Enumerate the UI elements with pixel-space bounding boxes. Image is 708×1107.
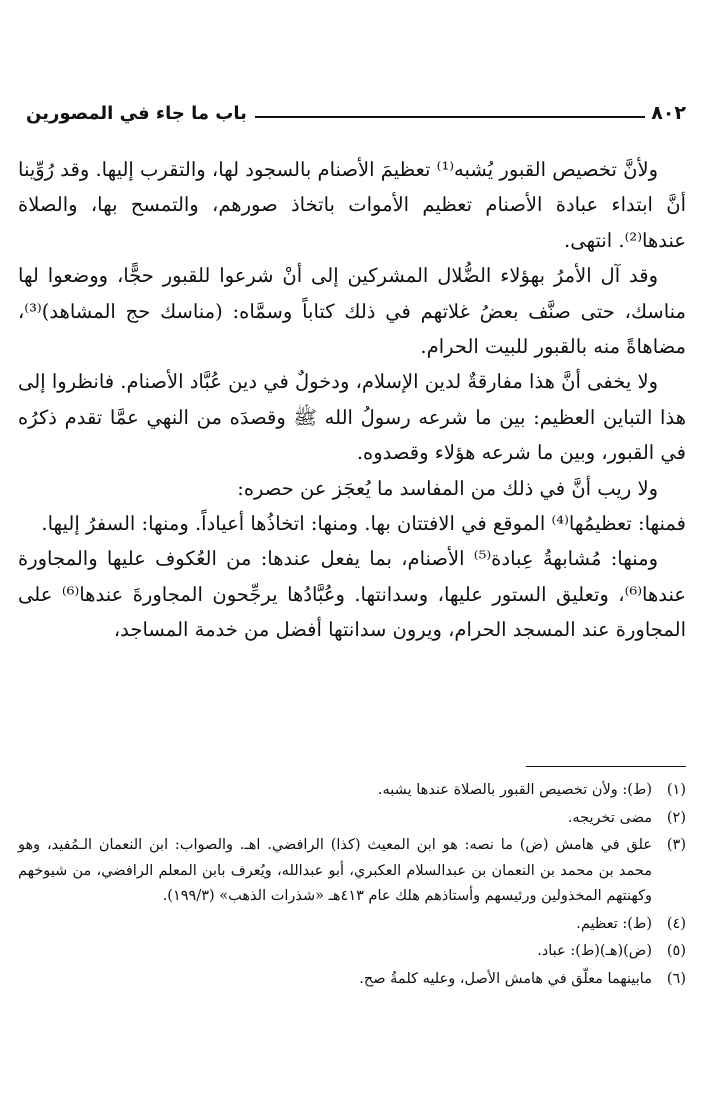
footnote <box>18 912 686 938</box>
footnotes <box>18 778 686 994</box>
chapter-title: باب ما جاء في المصورين <box>26 103 247 124</box>
footnote-text: مضى تخريجه. <box>567 809 652 826</box>
footnote-number: (٢) <box>666 809 686 826</box>
paragraph: ومنها: مُشابهةُ عِبادة⁽⁵⁾ الأصنام، بما يفعل عندها: من العُكوف عليها والمجاورة عندها⁽⁶⁾، وتعليق الستور عليها، وسدانتها. وعُبَّادُها يرجِّحون المجاورةَ عندها⁽⁶⁾ على المجاورة عند المسجد الحرام، ويرون سدانتها أفضل من خدمة المساجد، <box>18 547 686 642</box>
footnote-number: (٣) <box>666 837 686 853</box>
footnote-separator <box>526 766 686 767</box>
footnote-text: علق في هامش (ض) ما نصه: هو ابن المعيث (كذا) الرافضي. اهـ. والصواب: ابن النعمان الـمُفيد، وهو محمد بن محمد بن النعمان بن عبدالسلام العكبري، أبو عبدالله، ويُعرف بابن المعلم الرافضي، من شيوخهم وكهنتهم المخذولين ورئيسهم وأستاذهم هلك عام ٤١٣هـ «شذرات الذهب» (١٩٩/٣). <box>18 837 652 904</box>
footnote-text: (ط): تعظيم. <box>576 915 652 932</box>
footnote-number: (٤) <box>666 915 686 932</box>
paragraph: ولا ريب أنَّ في ذلك من المفاسد ما يُعجَز عن حصره: <box>237 476 658 500</box>
footnote <box>18 778 686 804</box>
paragraph: ولا يخفى أنَّ هذا مفارقةٌ لدين الإسلام، ودخولٌ في دين عُبَّاد الأصنام. فانظروا إلى هذا التباين العظيم: بين ما شرعه رسولُ الله ﷺ وقصدَه من النهي عمَّا تقدم ذكرُه في القبور، وبين ما شرعه هؤلاء وقصدوه. <box>18 370 686 465</box>
paragraph: ولأنَّ تخصيص القبور يُشبه⁽¹⁾ تعظيمَ الأصنام بالسجود لها، والتقرب إليها. وقد رُوِّينا أنَّ ابتداء عبادة الأصنام تعظيم الأموات باتخاذ صورهم، والتمسح بها، والصلاة عندها⁽²⁾. انتهى. <box>18 158 686 252</box>
footnote <box>18 967 686 993</box>
footnote-number: (١) <box>666 782 686 798</box>
main-text <box>18 152 686 648</box>
page-number: ٨٠٢ <box>651 102 686 124</box>
footnote <box>18 806 686 832</box>
footnote <box>18 833 686 910</box>
footnote-text: (ض)(هـ)(ط): عباد. <box>537 943 652 959</box>
running-header <box>18 96 686 124</box>
paragraph: فمنها: تعظيمُها⁽⁴⁾ الموقع في الافتتان بها. ومنها: اتخاذُها أعياداً. ومنها: السفرُ إليها. <box>41 512 686 536</box>
footnote <box>18 939 686 965</box>
footnote-text: (ط): ولأن تخصيص القبور بالصلاة عندها يشبه. <box>377 782 652 798</box>
header-dash <box>611 116 645 118</box>
footnote-text: مابينهما معلّق في هامش الأصل، وعليه كلمةُ صح. <box>359 970 652 987</box>
footnote-number: (٦) <box>666 970 686 987</box>
footnote-number: (٥) <box>666 943 686 959</box>
paragraph: وقد آل الأمرُ بهؤلاء الضُّلال المشركين إلى أنْ شرعوا للقبور حجًّا، ووضعوا لها مناسك، حتى صنَّف بعضُ غلاتهم في ذلك كتاباً وسمَّاه: (مناسك حج المشاهد)⁽³⁾، مضاهاةً منه بالقبور للبيت الحرام. <box>18 264 686 359</box>
header-rule <box>255 116 611 118</box>
